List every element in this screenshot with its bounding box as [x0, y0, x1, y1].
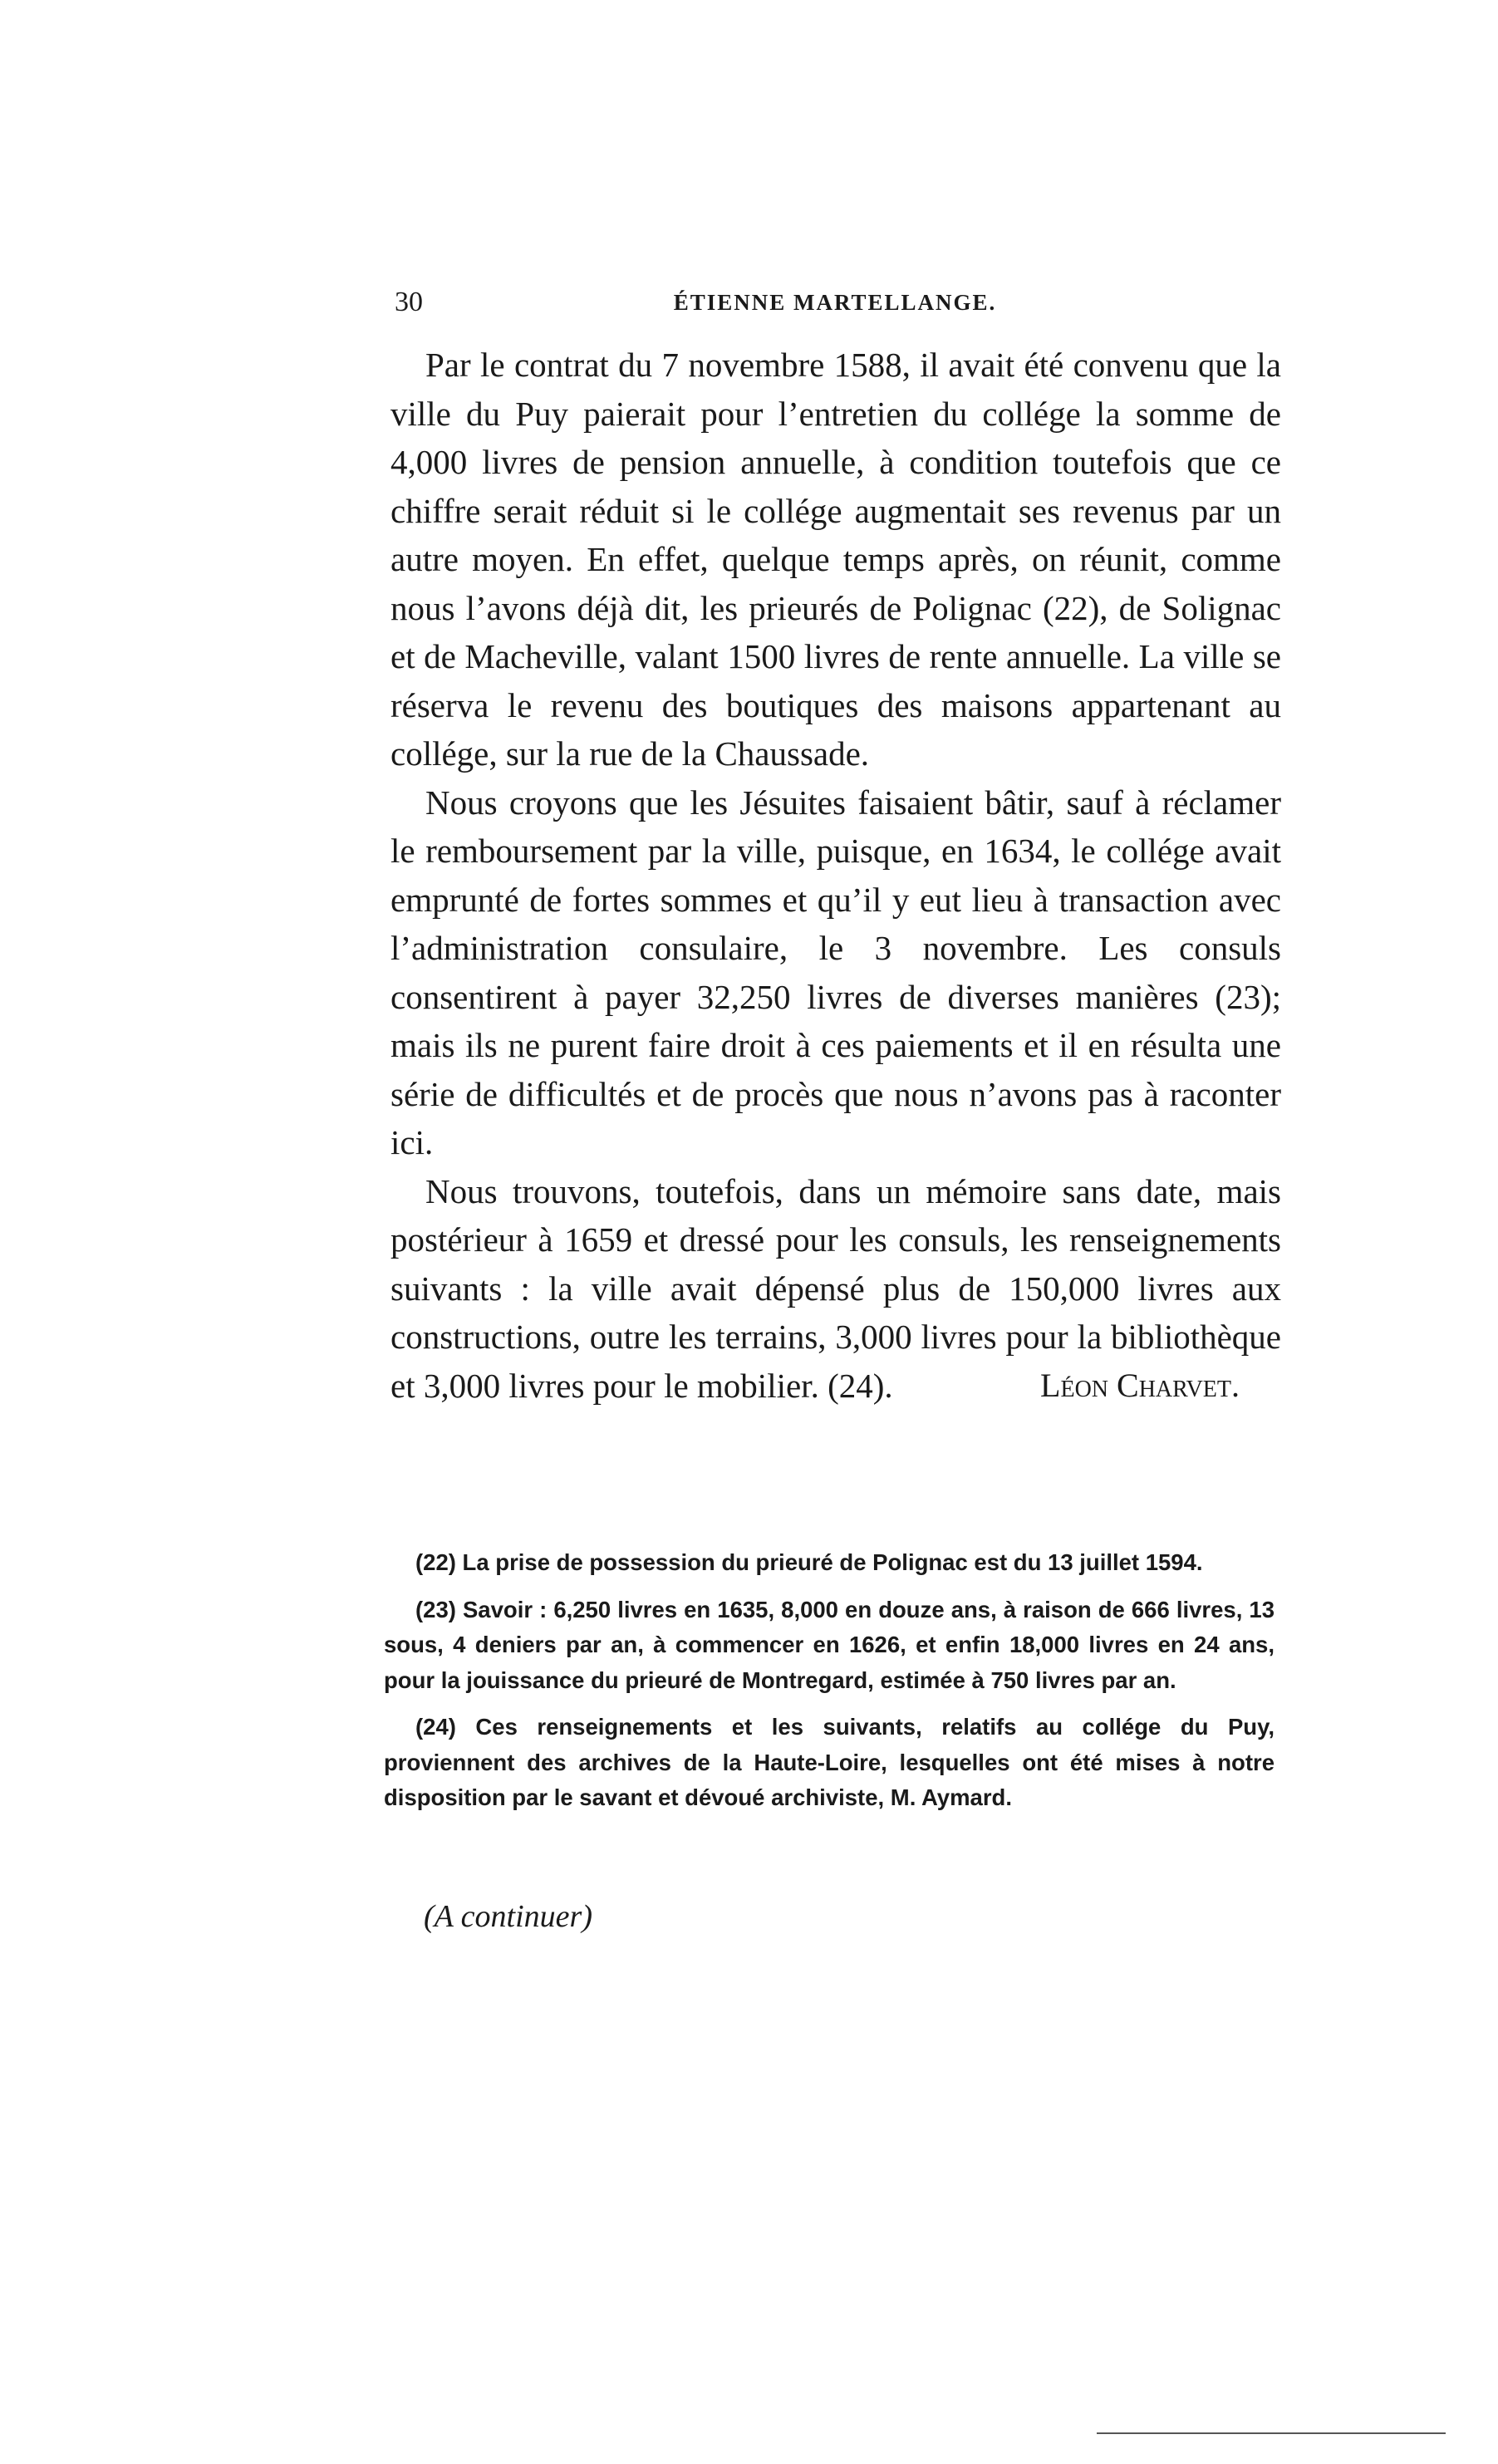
footnotes: [384, 1545, 1275, 1828]
footnote-24: (24) Ces renseignements et les suivants, relatifs au collége du Puy, proviennent des archives de la Haute-Loire, lesquelles ont été mises à notre disposition par le savant et dévoué archiviste, M. Aymard.: [384, 1714, 1275, 1810]
footnote-22: (22) La prise de possession du prieuré de Polignac est du 13 juillet 1594.: [415, 1549, 1203, 1575]
paragraph-3: [390, 1167, 1281, 1411]
footnote-23: (23) Savoir : 6,250 livres en 1635, 8,000 en douze ans, à raison de 666 livres, 13 sous, 4 deniers par an, à commencer en 1626, et enfin 18,000 livres en 24 ans, pour la jouissance du prieuré de Montregard, estimée à 750 livres par an.: [384, 1596, 1275, 1693]
header-title: ÉTIENNE MARTELLANGE.: [673, 290, 997, 315]
paragraph-1: Par le contrat du 7 novembre 1588, il avait été convenu que la ville du Puy paierait pour l’entretien du collége la somme de 4,000 livres de pension annuelle, à condition toutefois que ce chiffre serait réduit si le collége augmentait ses revenus par un autre moyen. En effet, quelque temps après, on réunit, comme nous l’avons déjà dit, les prieurés de Polignac (22), de Solignac et de Macheville, valant 1500 livres de rente annuelle. La ville se réserva le revenu des boutiques des maisons appartenant au collége, sur la rue de la Chaussade.: [390, 346, 1281, 773]
author-signature: Léon Charvet.: [1040, 1366, 1240, 1404]
body-text: [390, 341, 1281, 1410]
running-head: [395, 287, 1275, 328]
paragraph-2: Nous croyons que les Jésuites faisaient bâtir, sauf à réclamer le remboursement par la ville, puisque, en 1634, le collége avait emprunté de fortes sommes et qu’il y eut lieu à transaction avec l’administration consulaire, le 3 novembre. Les consuls consentirent à payer 32,250 livres de diverses manières (23); mais ils ne purent faire droit à ces paiements et il en résulta une série de difficultés et de procès que nous n’avons pas à raconter ici.: [390, 783, 1281, 1161]
page-number: 30: [395, 287, 423, 317]
bottom-rule: [1097, 2432, 1446, 2434]
continuation-note: (A continuer): [424, 1899, 592, 1934]
paragraph-3-text: Nous trouvons, toutefois, dans un mémoire sans date, mais postérieur à 1659 et dressé pour les consuls, les renseignements suivants : la ville avait dépensé plus de 150,000 livres aux constructions, outre les terrains, 3,000 livres pour la bibliothèque et 3,000 livres pour le mobilier. (24).: [390, 1171, 1281, 1405]
